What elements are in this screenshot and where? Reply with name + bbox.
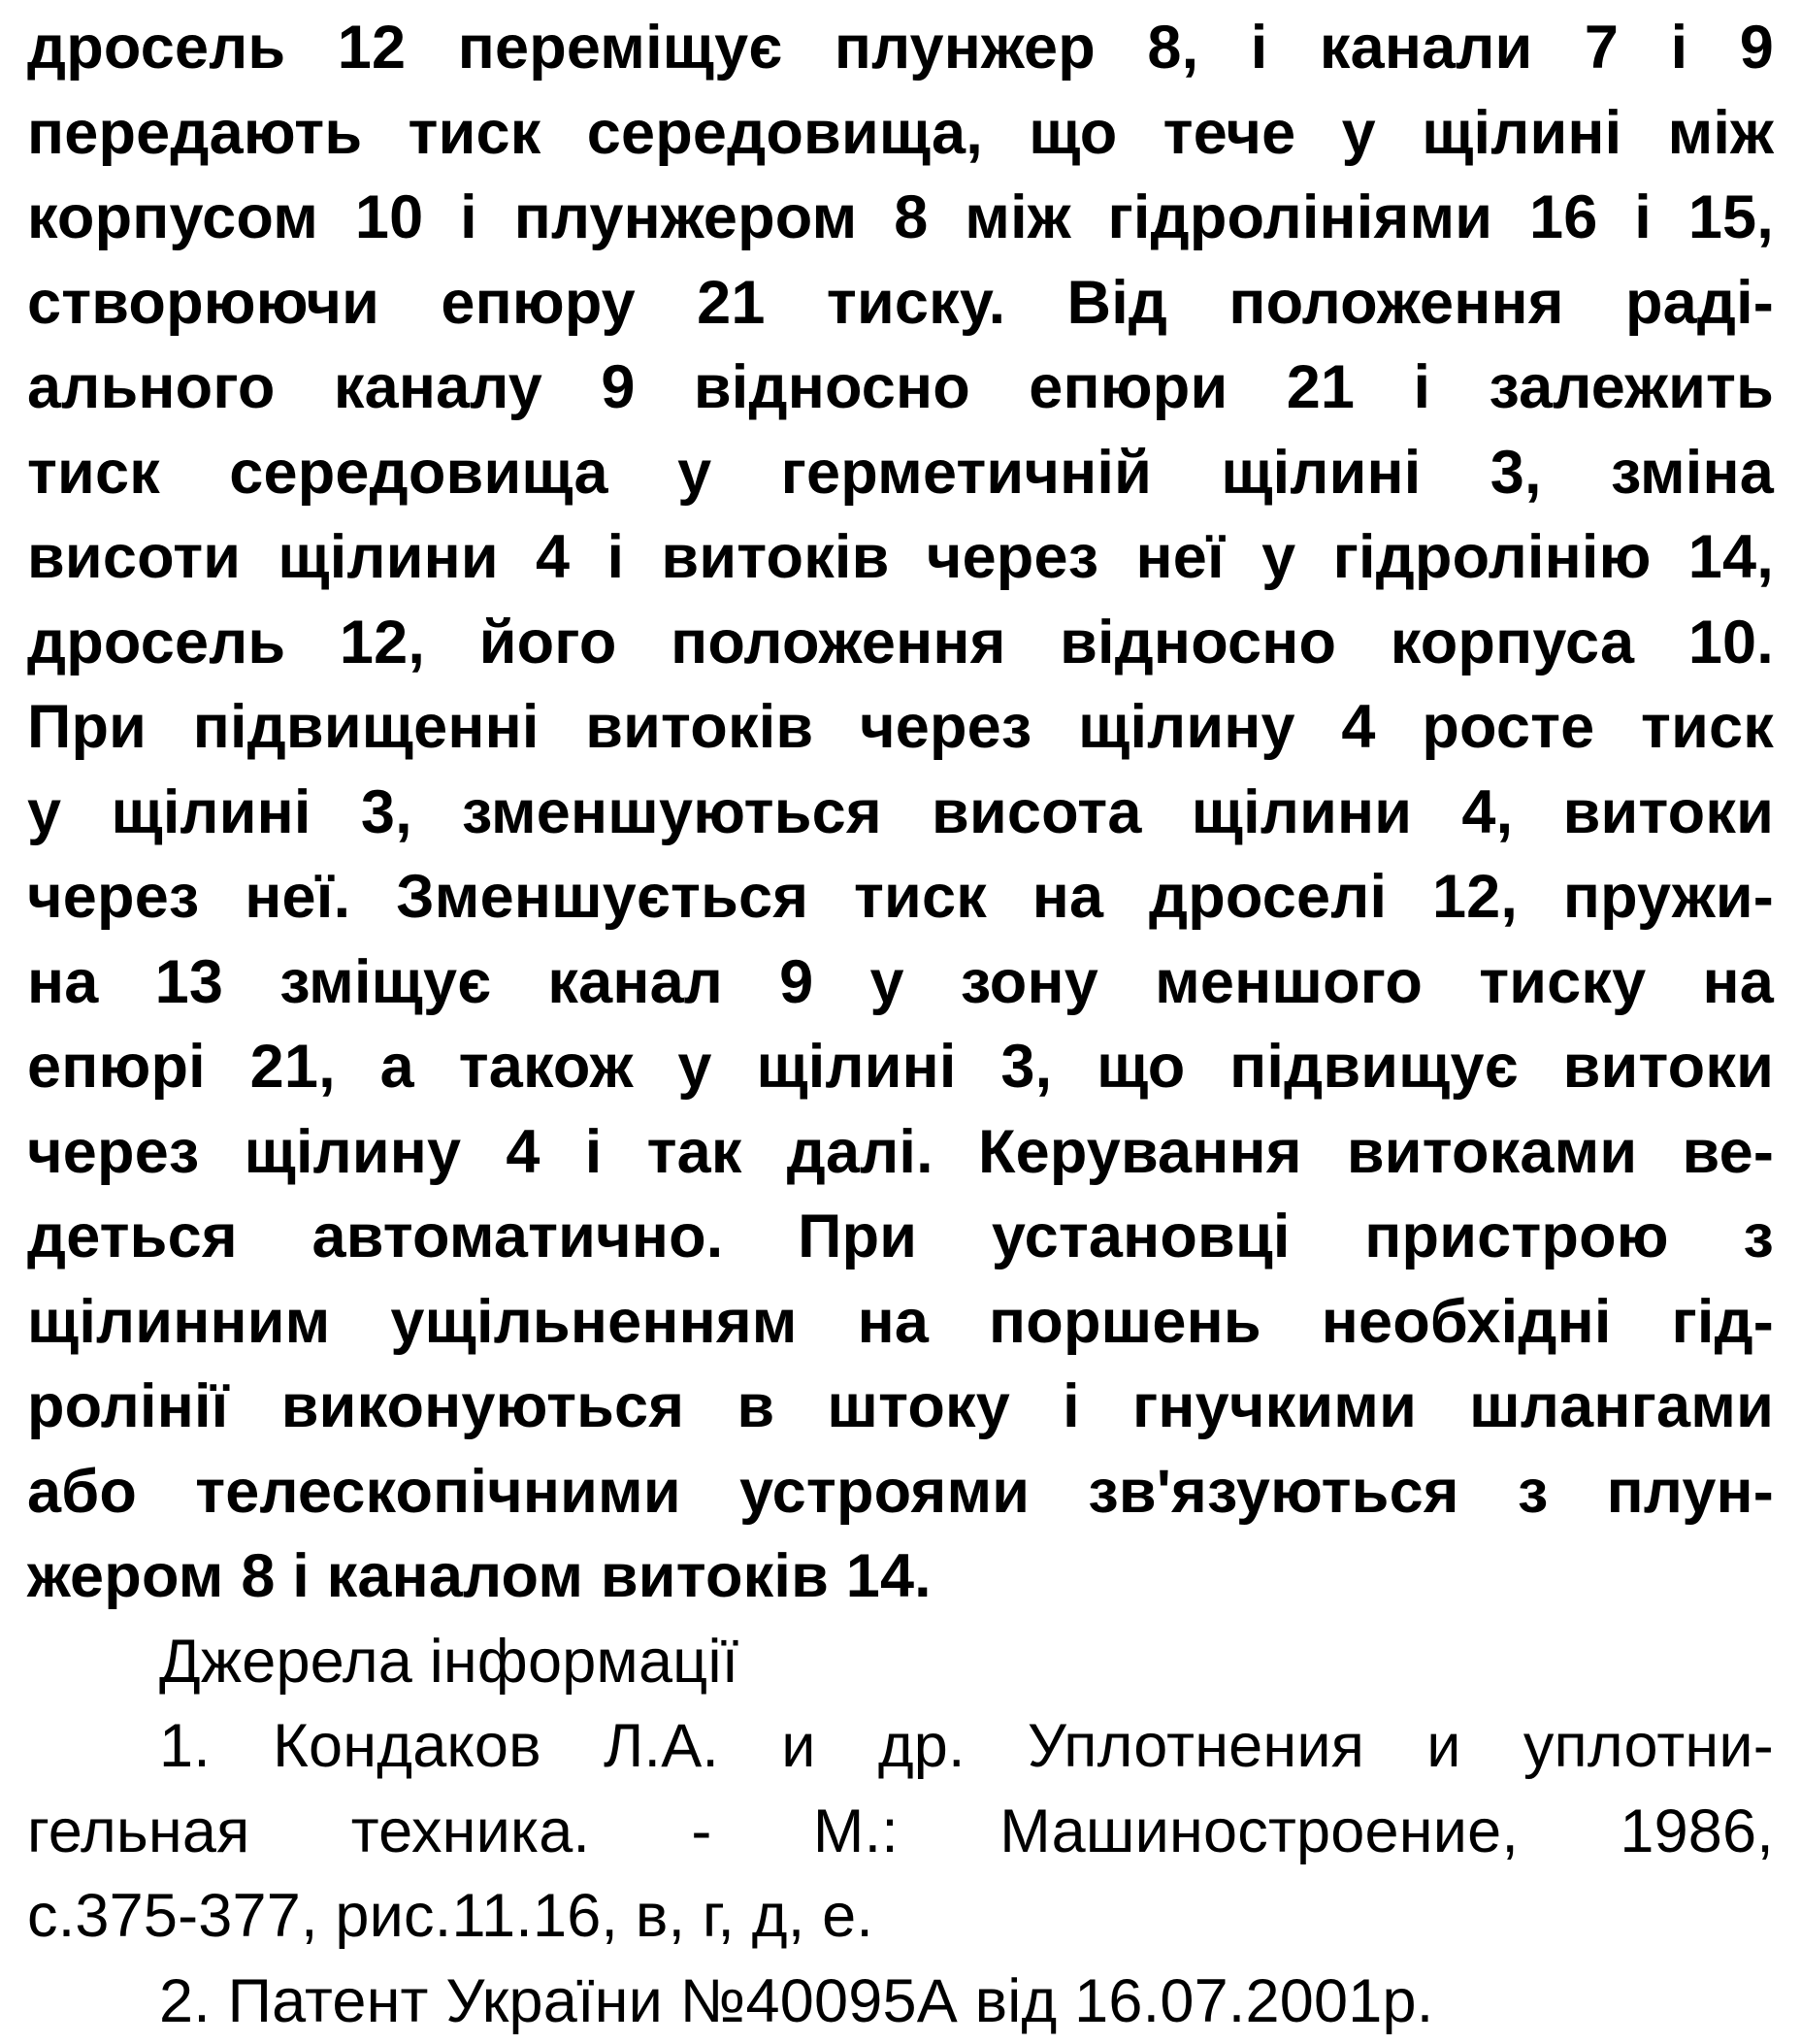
body-line: тиск середовища у герметичній щілині 3, зміна (27, 431, 1774, 516)
sources-heading: Джерела інформації (27, 1620, 1774, 1705)
body-line: на 13 зміщує канал 9 у зону меншого тиску на (27, 940, 1774, 1026)
body-line: через щілину 4 і так далі. Керування витоками ве- (27, 1110, 1774, 1196)
body-line: корпусом 10 і плунжером 8 між гідролініями 16 і 15, (27, 176, 1774, 261)
body-line: При підвищенні витоків через щілину 4 росте тиск (27, 685, 1774, 771)
body-line: епюрі 21, а також у щілині 3, що підвищує витоки (27, 1025, 1774, 1110)
body-line: ального каналу 9 відносно епюри 21 і залежить (27, 346, 1774, 431)
body-line: ролінії виконуються в штоку і гнучкими шлангами (27, 1365, 1774, 1450)
document-page (27, 6, 1774, 2044)
reference-2: 2. Патент України №40095А від 16.07.2001р. (27, 1960, 1774, 2044)
body-line: дросель 12 переміщує плунжер 8, і канали 7 і 9 (27, 6, 1774, 91)
body-line: передають тиск середовища, що тече у щілині між (27, 91, 1774, 177)
body-paragraph (27, 6, 1774, 1620)
body-line: у щілині 3, зменшуються висота щілини 4, витоки (27, 771, 1774, 856)
body-line: жером 8 і каналом витоків 14. (27, 1534, 1774, 1620)
sources-section (27, 1620, 1774, 2044)
body-line: через неї. Зменшується тиск на дроселі 12, пружи- (27, 855, 1774, 940)
body-line: або телескопічними устроями зв'язуються з плун- (27, 1450, 1774, 1535)
body-line: деться автоматично. При установці пристрою з (27, 1195, 1774, 1280)
body-line: створюючи епюру 21 тиску. Від положення раді- (27, 261, 1774, 346)
reference-1-line: 1. Кондаков Л.А. и др. Уплотнения и уплотни- (27, 1704, 1774, 1790)
reference-1-line: гельная техника. - М.: Машиностроение, 1986, (27, 1790, 1774, 1875)
body-line: висоти щілини 4 і витоків через неї у гідролінію 14, (27, 515, 1774, 601)
body-line: дросель 12, його положення відносно корпуса 10. (27, 601, 1774, 686)
reference-1-line: с.375-377, рис.11.16, в, г, д, е. (27, 1874, 1774, 1960)
body-line: щілинним ущільненням на поршень необхідні гід- (27, 1280, 1774, 1366)
